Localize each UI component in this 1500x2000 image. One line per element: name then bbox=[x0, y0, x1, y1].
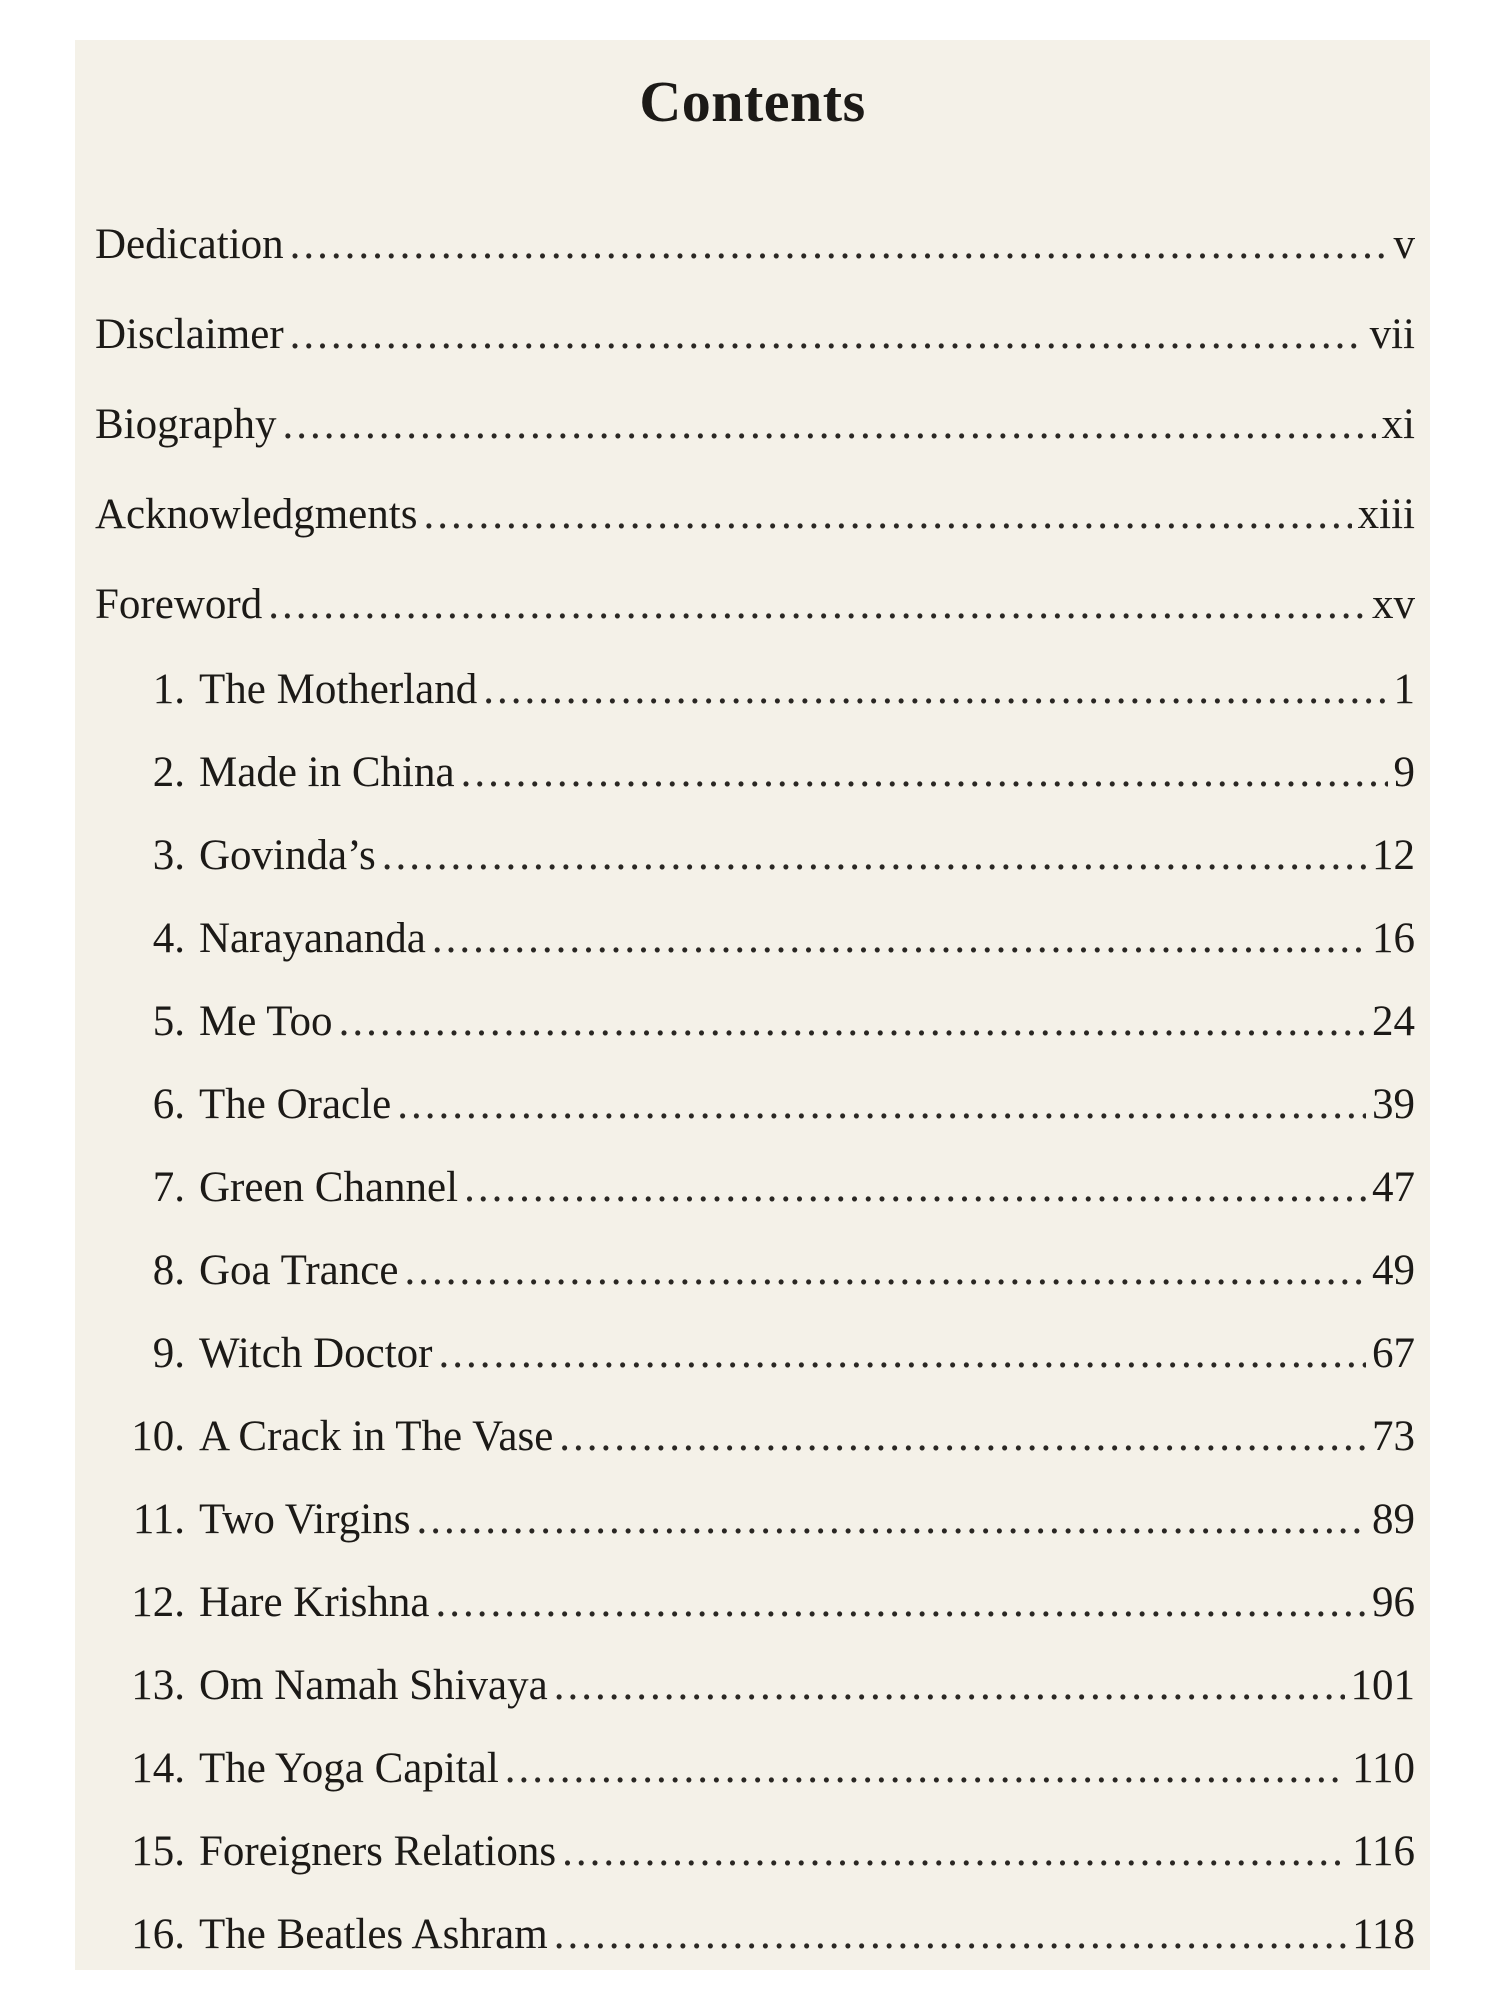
toc-chapter-2 bbox=[95, 748, 1415, 814]
chapter-title: Green Channel bbox=[199, 1164, 459, 1211]
toc-entry-label: Biography bbox=[95, 401, 277, 448]
toc-chapter-6 bbox=[95, 1080, 1415, 1146]
chapter-title: Made in China bbox=[199, 749, 455, 796]
chapter-page: 24 bbox=[1372, 998, 1415, 1045]
chapter-title: Witch Doctor bbox=[199, 1330, 433, 1377]
chapter-number: 1. bbox=[152, 666, 185, 713]
dot-leader bbox=[382, 831, 1366, 880]
toc-chapter-13 bbox=[95, 1661, 1415, 1727]
chapter-number: 14. bbox=[131, 1745, 185, 1792]
chapter-number: 4. bbox=[152, 915, 185, 962]
dot-leader bbox=[432, 914, 1366, 963]
chapter-page: 9 bbox=[1393, 749, 1415, 796]
chapter-title: Me Too bbox=[199, 998, 333, 1045]
chapter-number: 9. bbox=[152, 1330, 185, 1377]
dot-leader bbox=[404, 1246, 1366, 1295]
toc-entry-page: xv bbox=[1372, 581, 1415, 628]
dot-leader bbox=[423, 490, 1351, 539]
toc-entry-page: vii bbox=[1369, 311, 1415, 358]
toc-entry-label: Dedication bbox=[95, 221, 284, 268]
chapter-number: 13. bbox=[131, 1662, 185, 1709]
chapter-number: 6. bbox=[152, 1081, 185, 1128]
dot-leader bbox=[554, 1661, 1345, 1710]
toc-chapter-16 bbox=[95, 1910, 1415, 1970]
toc-chapter-1 bbox=[95, 665, 1415, 731]
chapter-page: 39 bbox=[1372, 1081, 1415, 1128]
toc-entry-acknowledgments bbox=[95, 490, 1415, 556]
chapter-page: 1 bbox=[1393, 666, 1415, 713]
dot-leader bbox=[416, 1495, 1366, 1544]
chapter-title: The Yoga Capital bbox=[199, 1745, 499, 1792]
chapter-number: 12. bbox=[131, 1579, 185, 1626]
dot-leader bbox=[339, 997, 1366, 1046]
toc-entry-disclaimer bbox=[95, 310, 1415, 376]
chapter-page: 118 bbox=[1352, 1911, 1415, 1958]
chapter-title: The Oracle bbox=[199, 1081, 392, 1128]
chapter-page: 49 bbox=[1372, 1247, 1415, 1294]
toc-chapter-11 bbox=[95, 1495, 1415, 1561]
dot-leader bbox=[435, 1578, 1366, 1627]
chapter-number: 3. bbox=[152, 832, 185, 879]
chapter-number: 10. bbox=[131, 1413, 185, 1460]
dot-leader bbox=[290, 220, 1388, 269]
dot-leader bbox=[283, 400, 1376, 449]
dot-leader bbox=[397, 1080, 1366, 1129]
toc-chapter-12 bbox=[95, 1578, 1415, 1644]
chapter-number: 15. bbox=[131, 1828, 185, 1875]
chapter-title: Om Namah Shivaya bbox=[199, 1662, 548, 1709]
dot-leader bbox=[464, 1163, 1366, 1212]
chapter-number: 16. bbox=[131, 1911, 185, 1958]
chapter-title: Govinda’s bbox=[199, 832, 376, 879]
toc-entry-page: xiii bbox=[1357, 491, 1415, 538]
chapter-title: A Crack in The Vase bbox=[199, 1413, 554, 1460]
chapter-number: 5. bbox=[152, 998, 185, 1045]
toc-chapter-14 bbox=[95, 1744, 1415, 1810]
toc-entry-page: v bbox=[1393, 221, 1415, 268]
dot-leader bbox=[554, 1910, 1346, 1959]
chapter-title: Hare Krishna bbox=[199, 1579, 430, 1626]
chapter-page: 16 bbox=[1372, 915, 1415, 962]
toc-chapter-4 bbox=[95, 914, 1415, 980]
chapter-title: The Beatles Ashram bbox=[199, 1911, 548, 1958]
toc-entry-page: xi bbox=[1381, 401, 1415, 448]
dot-leader bbox=[559, 1412, 1366, 1461]
dot-leader bbox=[483, 665, 1387, 714]
chapter-title: Foreigners Relations bbox=[199, 1828, 557, 1875]
toc-entry-dedication bbox=[95, 220, 1415, 286]
toc-entry-label: Acknowledgments bbox=[95, 491, 418, 538]
toc-chapter-8 bbox=[95, 1246, 1415, 1312]
chapter-number: 11. bbox=[132, 1496, 185, 1543]
chapter-number: 7. bbox=[152, 1164, 185, 1211]
toc-entry-label: Foreword bbox=[95, 581, 263, 628]
chapter-number: 8. bbox=[152, 1247, 185, 1294]
page-title: Contents bbox=[639, 69, 866, 134]
chapter-page: 47 bbox=[1372, 1164, 1415, 1211]
dot-leader bbox=[505, 1744, 1346, 1793]
chapter-title: Goa Trance bbox=[199, 1247, 399, 1294]
dot-leader bbox=[461, 748, 1388, 797]
chapter-page: 67 bbox=[1372, 1330, 1415, 1377]
toc-entry-label: Disclaimer bbox=[95, 311, 284, 358]
chapter-page: 110 bbox=[1352, 1745, 1415, 1792]
toc-entry-foreword bbox=[95, 580, 1415, 646]
dot-leader bbox=[268, 580, 1366, 629]
chapter-title: Narayananda bbox=[199, 915, 426, 962]
toc-entry-biography bbox=[95, 400, 1415, 466]
chapter-title: The Motherland bbox=[199, 666, 478, 713]
chapter-page: 96 bbox=[1372, 1579, 1415, 1626]
chapter-page: 101 bbox=[1350, 1662, 1415, 1709]
toc-chapter-10 bbox=[95, 1412, 1415, 1478]
chapter-page: 12 bbox=[1372, 832, 1415, 879]
toc-chapter-5 bbox=[95, 997, 1415, 1063]
dot-leader bbox=[290, 310, 1364, 359]
chapter-number: 2. bbox=[152, 749, 185, 796]
chapter-title: Two Virgins bbox=[199, 1496, 411, 1543]
book-page bbox=[75, 40, 1430, 1970]
toc-chapter-3 bbox=[95, 831, 1415, 897]
chapter-page: 89 bbox=[1372, 1496, 1415, 1543]
dot-leader bbox=[439, 1329, 1367, 1378]
dot-leader bbox=[562, 1827, 1346, 1876]
chapter-page: 116 bbox=[1352, 1828, 1415, 1875]
toc-chapter-9 bbox=[95, 1329, 1415, 1395]
toc-chapter-15 bbox=[95, 1827, 1415, 1893]
toc-chapter-7 bbox=[95, 1163, 1415, 1229]
chapter-page: 73 bbox=[1372, 1413, 1415, 1460]
